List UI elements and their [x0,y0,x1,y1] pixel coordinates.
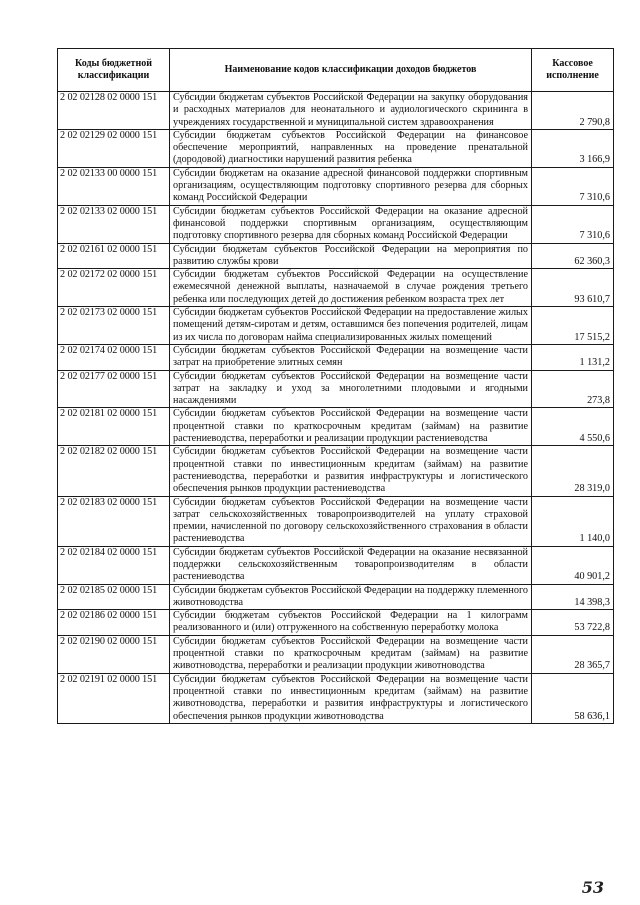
cash-execution-amount: 4 550,6 [532,408,614,446]
cash-execution-amount: 53 722,8 [532,610,614,636]
classification-code: 2 02 02190 02 0000 151 [58,635,170,673]
table-row [58,129,614,167]
classification-code: 2 02 02129 02 0000 151 [58,129,170,167]
header-amount: Кассовое исполнение [532,49,614,92]
cash-execution-amount: 40 901,2 [532,546,614,584]
classification-code: 2 02 02186 02 0000 151 [58,610,170,636]
classification-name: Субсидии бюджетам субъектов Российской Федерации на осуществление ежемесячной денежной выплаты, назначаемой в случае рождения третьего ребенка или последующих детей до достижения ребенком возраста трех лет [170,269,532,307]
classification-code: 2 02 02184 02 0000 151 [58,546,170,584]
classification-code: 2 02 02173 02 0000 151 [58,307,170,345]
table-row [58,635,614,673]
cash-execution-amount: 1 131,2 [532,344,614,370]
table-row [58,307,614,345]
classification-name: Субсидии бюджетам субъектов Российской Федерации на закупку оборудования и расходных материалов для неонатального и аудиологического скрининга в учреждениях государственной и муниципальной систем здравоохранения [170,92,532,130]
classification-name: Субсидии бюджетам субъектов Российской Федерации на возмещение части процентной ставки по краткосрочным кредитам (займам) на развитие растениеводства, переработки и реализации продукции растениеводства [170,408,532,446]
cash-execution-amount: 17 515,2 [532,307,614,345]
header-code: Коды бюджетной классификации [58,49,170,92]
cash-execution-amount: 62 360,3 [532,243,614,269]
classification-name: Субсидии бюджетам субъектов Российской Федерации на предоставление жилых помещений детям-сиротам и детям, оставшимся без попечения родителей, лицам из их числа по договорам найма специализированных жилых помещений [170,307,532,345]
classification-name: Субсидии бюджетам на оказание адресной финансовой поддержки спортивным организациям, осуществляющим подготовку спортивного резерва для сборных команд Российской Федерации [170,167,532,205]
cash-execution-amount: 28 365,7 [532,635,614,673]
table-row [58,496,614,546]
classification-name: Субсидии бюджетам субъектов Российской Федерации на возмещение части затрат сельскохозяйственных товаропроизводителей на уплату страховой премии, начисленной по договору сельскохозяйственного страхования в области растениеводства [170,496,532,546]
classification-code: 2 02 02185 02 0000 151 [58,584,170,610]
classification-name: Субсидии бюджетам субъектов Российской Федерации на поддержку племенного животноводства [170,584,532,610]
classification-code: 2 02 02172 02 0000 151 [58,269,170,307]
classification-code: 2 02 02183 02 0000 151 [58,496,170,546]
header-row [58,49,614,92]
cash-execution-amount: 28 319,0 [532,446,614,496]
table-body [58,92,614,724]
budget-revenue-table [57,48,614,724]
classification-code: 2 02 02128 02 0000 151 [58,92,170,130]
cash-execution-amount: 14 398,3 [532,584,614,610]
cash-execution-amount: 2 790,8 [532,92,614,130]
classification-name: Субсидии бюджетам субъектов Российской Федерации на возмещение части процентной ставки по краткосрочным кредитам (займам) на развитие животноводства, переработки и реализации продукции животноводства [170,635,532,673]
classification-name: Субсидии бюджетам субъектов Российской Федерации на возмещение части процентной ставки по инвестиционным кредитам (займам) на развитие животноводства, переработки и развития инфраструктуры и логистического обеспечения рынков продукции животноводства [170,673,532,723]
table-row [58,370,614,408]
table-row [58,344,614,370]
table-row [58,408,614,446]
cash-execution-amount: 58 636,1 [532,673,614,723]
table-row [58,610,614,636]
classification-name: Субсидии бюджетам субъектов Российской Федерации на возмещение части затрат на приобретение элитных семян [170,344,532,370]
classification-name: Субсидии бюджетам субъектов Российской Федерации на оказание адресной финансовой поддержки спортивным организациям, осуществляющим подготовку спортивного резерва для сборных команд Российской Федерации [170,205,532,243]
classification-code: 2 02 02161 02 0000 151 [58,243,170,269]
classification-code: 2 02 02191 02 0000 151 [58,673,170,723]
table-header [58,49,614,92]
table-row [58,92,614,130]
classification-code: 2 02 02177 02 0000 151 [58,370,170,408]
header-name: Наименование кодов классификации доходов бюджетов [170,49,532,92]
classification-name: Субсидии бюджетам субъектов Российской Федерации на возмещение части процентной ставки по инвестиционным кредитам (займам) на развитие растениеводства, переработки и развития инфраструктуры и логистического обеспечения рынков продукции растениеводства [170,446,532,496]
classification-name: Субсидии бюджетам субъектов Российской Федерации на возмещение части затрат на закладку и уход за многолетними плодовыми и ягодными насаждениями [170,370,532,408]
cash-execution-amount: 3 166,9 [532,129,614,167]
cash-execution-amount: 7 310,6 [532,205,614,243]
cash-execution-amount: 7 310,6 [532,167,614,205]
table-row [58,243,614,269]
table-row [58,673,614,723]
table-row [58,167,614,205]
table-row [58,269,614,307]
classification-name: Субсидии бюджетам субъектов Российской Федерации на оказание несвязанной поддержки сельскохозяйственным товаропроизводителям в области растениеводства [170,546,532,584]
table-row [58,205,614,243]
cash-execution-amount: 93 610,7 [532,269,614,307]
classification-code: 2 02 02133 02 0000 151 [58,205,170,243]
classification-name: Субсидии бюджетам субъектов Российской Федерации на 1 килограмм реализованного и (или) отгруженного на собственную переработку молока [170,610,532,636]
classification-code: 2 02 02182 02 0000 151 [58,446,170,496]
table-row [58,546,614,584]
cash-execution-amount: 1 140,0 [532,496,614,546]
classification-code: 2 02 02133 00 0000 151 [58,167,170,205]
classification-name: Субсидии бюджетам субъектов Российской Федерации на мероприятия по развитию службы крови [170,243,532,269]
classification-code: 2 02 02174 02 0000 151 [58,344,170,370]
cash-execution-amount: 273,8 [532,370,614,408]
table-row [58,584,614,610]
classification-name: Субсидии бюджетам субъектов Российской Федерации на финансовое обеспечение мероприятий, направленных на проведение пренатальной (дородовой) диагностики нарушений развития ребенка [170,129,532,167]
table-row [58,446,614,496]
classification-code: 2 02 02181 02 0000 151 [58,408,170,446]
page-number: 53 [581,878,604,897]
